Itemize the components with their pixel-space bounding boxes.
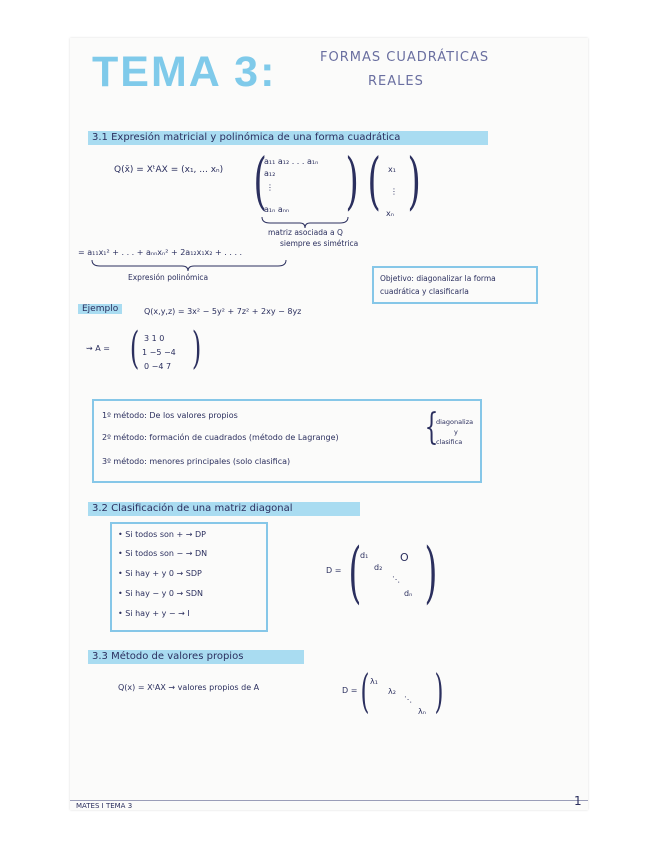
method-2: 2º método: formación de cuadrados (método de Lagrange) (102, 433, 339, 442)
eigen-dots: ⋱ (404, 695, 412, 704)
methods-side-2: y (454, 428, 458, 436)
polynomial-expression: = a₁₁x₁² + . . . + aₙₙxₙ² + 2a₁₂x₁x₂ + . . . . (78, 248, 243, 257)
classification-item-dn: • Si todos son − → DN (118, 549, 208, 558)
page-title: TEMA 3: (92, 48, 277, 96)
polynomial-underbrace (90, 258, 290, 272)
polynomial-note: Expresión polinómica (128, 273, 209, 282)
matrix-open-paren: ( (253, 144, 267, 217)
matrix-row-1: a₁₁ a₁₂ . . . a₁ₙ (264, 157, 319, 166)
quadratic-form-definition: Q(x̄) = XᵗAX = (x₁, ... xₙ) (114, 165, 224, 175)
matrix-note-line2: siempre es simétrica (280, 239, 359, 248)
matrix-row-2: a₁₂ (264, 169, 276, 178)
section-3-2-heading: 3.2 Clasificación de una matriz diagonal (88, 502, 360, 516)
diagonal-zero: O (400, 551, 409, 564)
diagonal-close-paren: ) (424, 534, 438, 611)
section-3-1-heading: 3.1 Expresión matricial y polinómica de una forma cuadrática (88, 131, 488, 145)
methods-side-3: clasifica (436, 438, 463, 446)
eigen-lambda-1: λ₁ (370, 677, 378, 686)
method-3: 3º método: menores principales (solo clasifica) (102, 457, 291, 466)
eigen-lambda-2: λ₂ (388, 687, 396, 696)
diagonal-d2: d₂ (374, 563, 383, 572)
diagonal-open-paren: ( (348, 534, 362, 611)
vector-close-paren: ) (407, 144, 421, 217)
classification-item-i: • Si hay + y − → I (118, 609, 190, 618)
vector-entry-2: ⋮ (390, 187, 398, 196)
methods-side-1: diagonaliza (436, 418, 474, 426)
eigen-diagonal-label: D = (342, 686, 358, 695)
classification-box (110, 522, 268, 632)
page-number: 1 (574, 794, 582, 808)
matrix-underbrace (260, 215, 350, 229)
eigen-open-paren: ( (360, 664, 370, 718)
example-matrix-open-paren: ( (129, 323, 140, 374)
classification-item-sdp: • Si hay + y 0 → SDP (118, 569, 202, 578)
example-matrix-row-2: 1 −5 −4 (142, 348, 176, 357)
matrix-row-4: a₁ₙ aₙₙ (264, 205, 290, 214)
matrix-note-line1: matriz asociada a Q (268, 228, 343, 237)
classification-item-dp: • Si todos son + → DP (118, 530, 206, 539)
notebook-page (70, 38, 588, 810)
diagonal-d1: d₁ (360, 551, 369, 560)
vector-entry-n: xₙ (386, 209, 394, 218)
matrix-close-paren: ) (345, 144, 359, 217)
classification-item-sdn: • Si hay − y 0 → SDN (118, 589, 203, 598)
vector-entry-1: x₁ (388, 165, 396, 174)
footer-rule (70, 800, 588, 801)
example-matrix-close-paren: ) (191, 323, 202, 374)
objective-text: Objetivo: diagonalizar la forma cuadrática y clasificarla (380, 274, 496, 296)
title-subtitle-line1: FORMAS CUADRÁTICAS (320, 50, 490, 65)
section-3-3-heading: 3.3 Método de valores propios (88, 650, 304, 664)
example-matrix-row-3: 0 −4 7 (144, 362, 172, 371)
example-matrix-row-1: 3 1 0 (144, 334, 165, 343)
methods-brace: { (424, 407, 439, 448)
diagonal-matrix-label: D = (326, 566, 342, 575)
method-1: 1º método: De los valores propios (102, 411, 238, 420)
methods-box (92, 399, 482, 483)
example-label: Ejemplo (78, 304, 122, 314)
diagonal-dots: ⋱ (392, 575, 400, 584)
objective-box (372, 266, 538, 304)
eigen-close-paren: ) (434, 664, 444, 718)
eigen-method-text: Q(x) = XᵗAX → valores propios de A (118, 683, 260, 692)
eigen-lambda-n: λₙ (418, 707, 426, 716)
vector-open-paren: ( (367, 144, 381, 217)
title-subtitle-line2: REALES (368, 74, 424, 89)
matrix-row-3: ⋮ (266, 183, 274, 192)
example-quadratic-form: Q(x,y,z) = 3x² − 5y² + 7z² + 2xy − 8yz (144, 307, 302, 316)
example-matrix-arrow: ⇝ A = (86, 344, 110, 353)
diagonal-dn: dₙ (404, 589, 413, 598)
footer-label: MATES I TEMA 3 (76, 802, 133, 810)
